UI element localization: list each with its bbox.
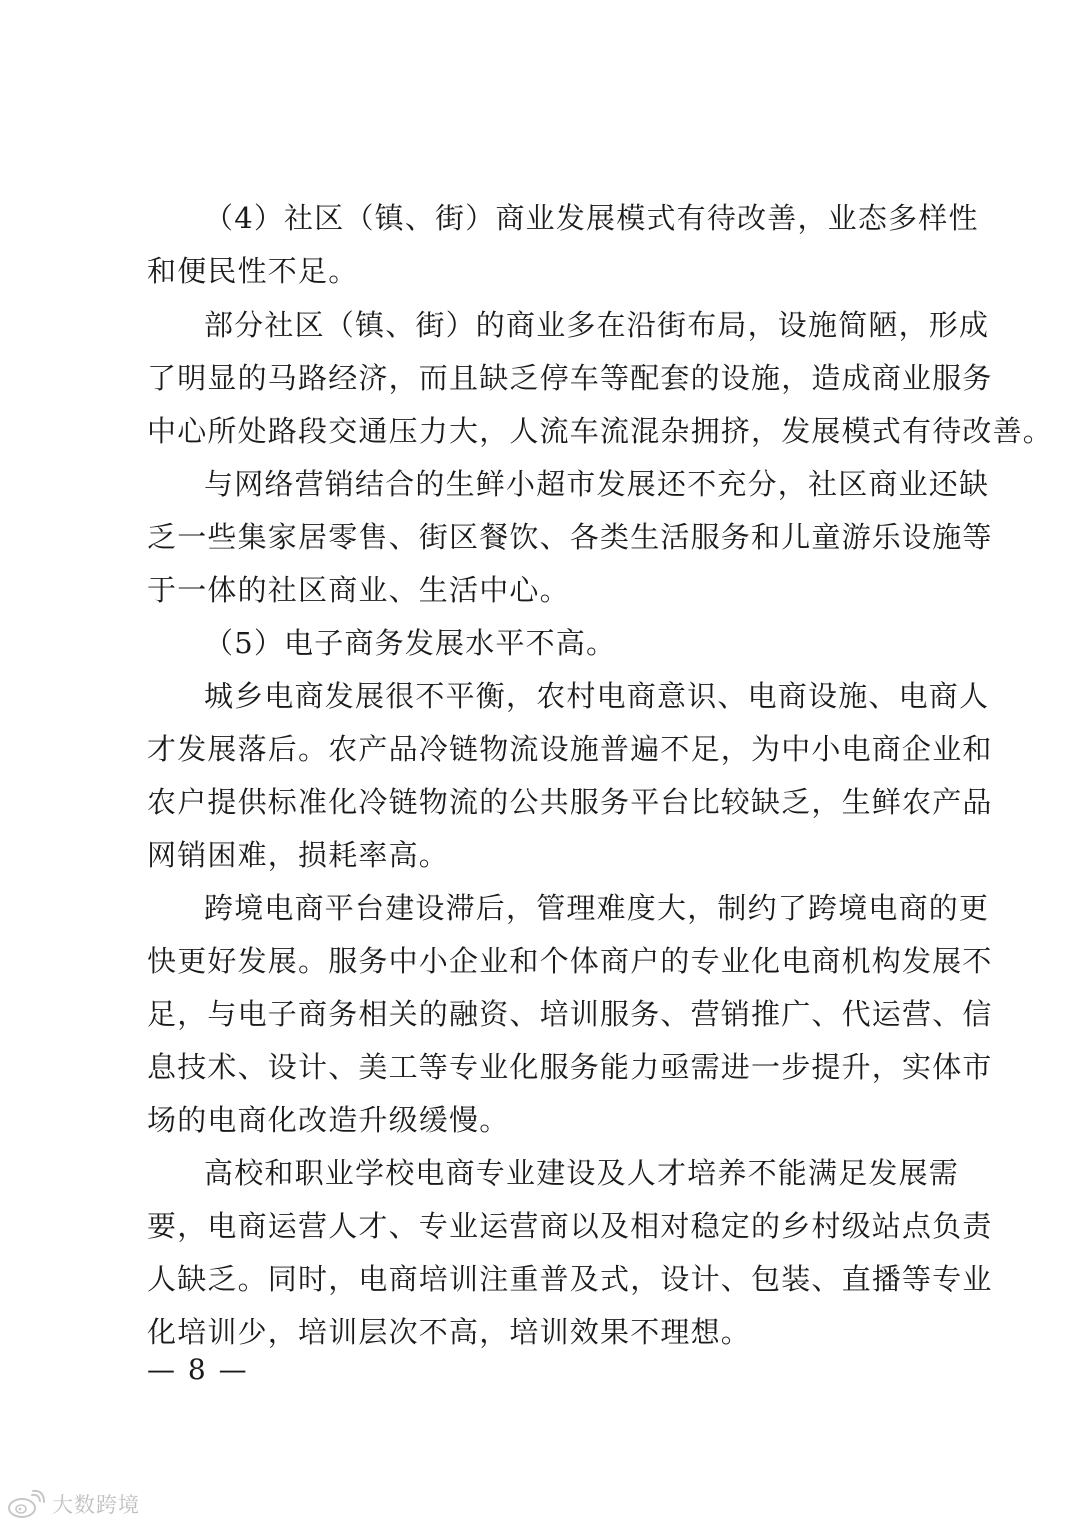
text-line: （4）社区（镇、街）商业发展模式有待改善，业态多样性 bbox=[204, 201, 979, 235]
text-line: 中心所处路段交通压力大，人流车流混杂拥挤，发展模式有待改善。 bbox=[147, 414, 1054, 448]
weibo-logo-icon bbox=[6, 1489, 46, 1519]
text-line: 才发展落后。农产品冷链物流设施普遍不足，为中小电商企业和 bbox=[147, 732, 993, 766]
text-line: 人缺乏。同时，电商培训注重普及式，设计、包装、直播等专业 bbox=[147, 1262, 993, 1296]
text-line: 要，电商运营人才、专业运营商以及相对稳定的乡村级站点负责 bbox=[147, 1209, 993, 1243]
text-line: 了明显的马路经济，而且缺乏停车等配套的设施，造成商业服务 bbox=[147, 361, 993, 395]
watermark bbox=[6, 1487, 140, 1521]
text-line: 于一体的社区商业、生活中心。 bbox=[147, 573, 570, 607]
text-line: 化培训少，培训层次不高，培训效果不理想。 bbox=[147, 1315, 752, 1349]
text-line: 农户提供标准化冷链物流的公共服务平台比较缺乏，生鲜农产品 bbox=[147, 785, 993, 819]
text-line: 快更好发展。服务中小企业和个体商户的专业化电商机构发展不 bbox=[147, 944, 993, 978]
text-line: 和便民性不足。 bbox=[147, 254, 359, 288]
watermark-text: 大数跨境 bbox=[52, 1493, 140, 1517]
text-line: 乏一些集家居零售、街区餐饮、各类生活服务和儿童游乐设施等 bbox=[147, 520, 993, 554]
text-line: 城乡电商发展很不平衡，农村电商意识、电商设施、电商人 bbox=[204, 679, 990, 713]
text-line: 与网络营销结合的生鲜小超市发展还不充分，社区商业还缺 bbox=[204, 467, 990, 501]
text-line: 息技术、设计、美工等专业化服务能力亟需进一步提升，实体市 bbox=[147, 1050, 993, 1084]
text-line: （5）电子商务发展水平不高。 bbox=[204, 626, 617, 660]
text-line: 足，与电子商务相关的融资、培训服务、营销推广、代运营、信 bbox=[147, 997, 993, 1031]
text-line: 部分社区（镇、街）的商业多在沿街布局，设施简陋，形成 bbox=[204, 308, 990, 342]
text-line: 场的电商化改造升级缓慢。 bbox=[147, 1103, 510, 1137]
text-line: 跨境电商平台建设滞后，管理难度大，制约了跨境电商的更 bbox=[204, 891, 990, 925]
text-line: 高校和职业学校电商专业建设及人才培养不能满足发展需 bbox=[204, 1156, 960, 1190]
text-line: 网销困难，损耗率高。 bbox=[147, 838, 450, 872]
page-number: — 8 — bbox=[147, 1353, 249, 1386]
